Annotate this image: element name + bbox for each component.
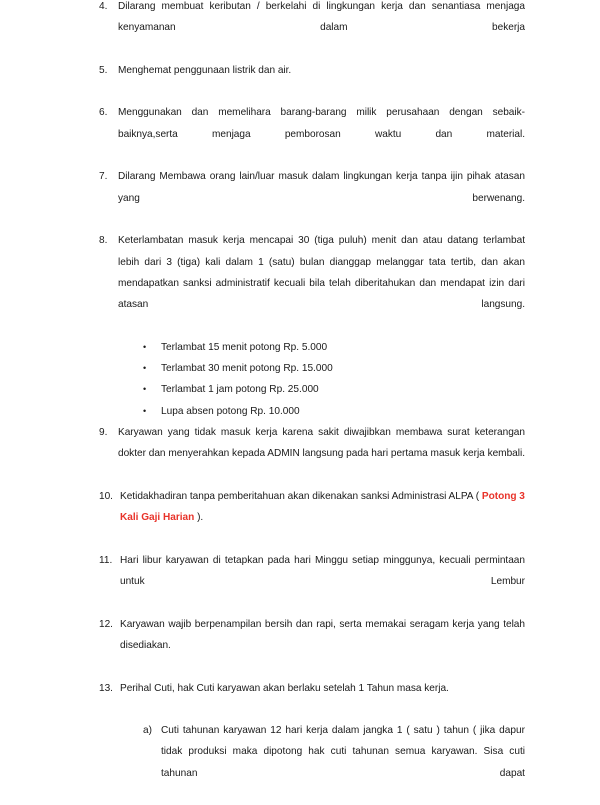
list-item-text (120, 486, 525, 550)
bullet-icon: • (143, 363, 147, 374)
list-item-number: 6. (99, 107, 108, 119)
list-item-text: Hari libur karyawan di tetapkan pada hari Minggu setiap minggunya, kecuali permintaan untuk Lembur (120, 554, 525, 588)
document-text-column (99, 0, 525, 805)
bullet-item-text: Terlambat 30 menit potong Rp. 15.000 (161, 363, 333, 375)
list-item (99, 720, 525, 805)
list-item (99, 550, 525, 614)
list-item-number: 7. (99, 171, 108, 183)
bullet-icon: • (143, 384, 147, 395)
list-item (99, 678, 525, 721)
bullet-item-text: Terlambat 15 menit potong Rp. 5.000 (161, 341, 328, 353)
bullet-item-text: Lupa absen potong Rp. 10.000 (161, 405, 300, 417)
list-item (99, 166, 525, 230)
alpa-text-after: ). (194, 512, 204, 524)
list-item (99, 358, 525, 379)
penalty-bullet-list (99, 337, 525, 422)
list-item-number: 5. (99, 64, 108, 76)
list-item (99, 230, 525, 336)
list-item-number: 11. (99, 554, 113, 566)
list-item (99, 379, 525, 400)
list-item (99, 337, 525, 358)
bullet-item-text: Terlambat 1 jam potong Rp. 25.000 (161, 384, 319, 396)
list-item-text: Dilarang membuat keributan / berkelahi di lingkungan kerja dan senantiasa menjaga kenyamanan dalam bekerja (118, 1, 525, 34)
list-item-number: 13. (99, 682, 113, 694)
list-item-text: Keterlambatan masuk kerja mencapai 30 (tiga puluh) menit dan atau datang terlambat lebih dari 3 (tiga) kali dalam 1 (satu) bulan dianggap melanggar tata tertib, dan akan mendapatkan sanksi administratif kecuali bila telah diberitahukan dan mendapat izin dari atasan langsung. (118, 235, 525, 311)
list-item (99, 0, 525, 60)
list-item (99, 401, 525, 422)
list-item (99, 60, 525, 103)
bullet-icon: • (143, 405, 147, 416)
list-item-number: 4. (99, 1, 108, 12)
bullet-icon: • (143, 341, 147, 352)
list-item-text: Perihal Cuti, hak Cuti karyawan akan berlaku setelah 1 Tahun masa kerja. (120, 682, 449, 694)
list-item-number: 10. (99, 490, 113, 502)
list-item-text: Karyawan yang tidak masuk kerja karena sakit diwajibkan membawa surat keterangan dokter dan menyerahkan kepada ADMIN langsung pada hari pertama masuk kerja kembali. (118, 426, 525, 460)
list-item (99, 422, 525, 486)
list-item-text: Menghemat penggunaan listrik dan air. (118, 64, 292, 76)
list-item-letter: a) (143, 725, 152, 737)
list-item (99, 614, 525, 678)
alpa-penalty-highlight: Potong 3 Kali Gaji Harian (120, 490, 525, 524)
list-item-number: 8. (99, 235, 108, 247)
list-item-number: 12. (99, 618, 113, 630)
list-item-number: 9. (99, 426, 108, 438)
list-item-text: Karyawan wajib berpenampilan bersih dan rapi, serta memakai seragam kerja yang telah disediakan. (120, 618, 525, 651)
list-item (99, 102, 525, 166)
list-item-text: Menggunakan dan memelihara barang-barang milik perusahaan dengan sebaik-baiknya,serta menjaga pemborosan waktu dan material. (118, 107, 525, 140)
alpa-text-before: Ketidakhadiran tanpa pemberitahuan akan dikenakan sanksi Administrasi ALPA ( (120, 490, 482, 502)
list-item (99, 486, 525, 550)
list-item-text: Dilarang Membawa orang lain/luar masuk dalam lingkungan kerja tanpa ijin pihak atasan yang berwenang. (118, 171, 525, 204)
list-item-text: Cuti tahunan karyawan 12 hari kerja dalam jangka 1 ( satu ) tahun ( jika dapur tidak produksi maka dipotong hak cuti tahunan semua karyawan. Sisa cuti tahunan dapat (161, 725, 525, 779)
